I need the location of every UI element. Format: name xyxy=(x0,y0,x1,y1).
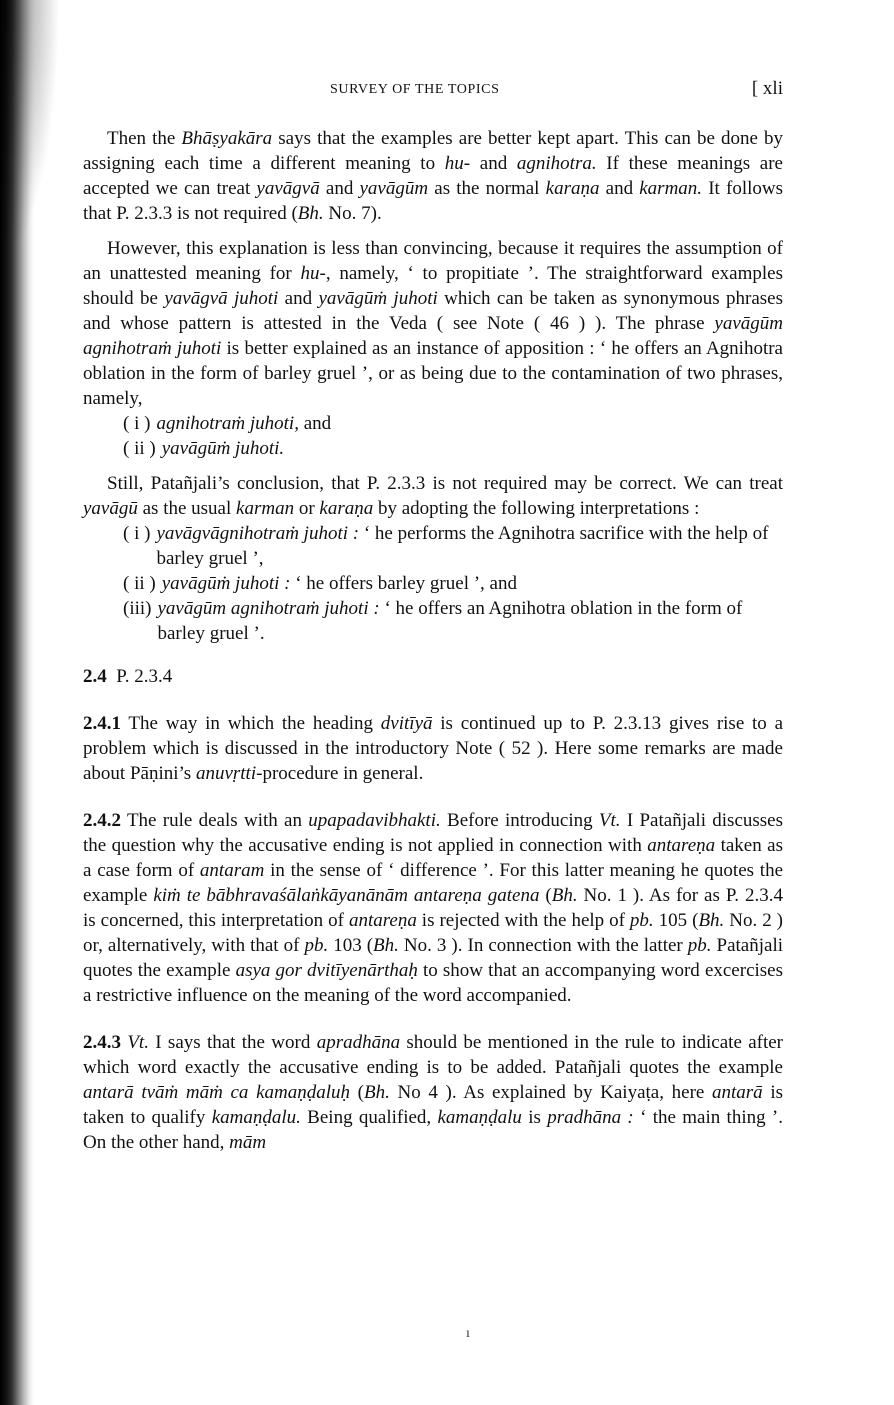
section-heading-2-4: 2.4 P. 2.3.4 xyxy=(83,666,173,687)
paragraph-2-4-3: 2.4.3 Vt. I says that the word apradhāna should be mentioned in the rule to indicate after which word exactly the accusative ending is to be added. Patañjali quotes the example antarā tvāṁ māṁ ca kamaṇḍaluḥ (Bh. No 4 ). As explained by Kaiyaṭa, here antarā is taken to qualify kamaṇḍalu. Being qualified, kamaṇḍalu is pradhāna : ‘ the main thing ’. On the other hand, mām xyxy=(83,1032,784,1153)
running-header xyxy=(83,76,783,104)
paragraph-2-4-1: 2.4.1 The way in which the heading dvitīyā is continued up to P. 2.3.13 gives rise to a problem which is discussed in the introductory Note ( 52 ). Here some remarks are made about Pāṇini’s anuvṛtti-procedure in general. xyxy=(83,713,784,784)
footer-mark: ı xyxy=(466,1326,470,1341)
list-phrases xyxy=(83,411,783,461)
page-number: [ xli xyxy=(751,78,783,99)
section-number: 2.4.3 xyxy=(83,1032,121,1053)
paragraph-bhasyakara: Then the Bhāṣyakāra says that the examples are better kept apart. This can be done by assigning each time a different meaning to hu- and agnihotra. If these meanings are accepted we can treat yavāgvā and yavāgūm as the normal karaṇa and karman. It follows that P. 2.3.3 is not required (Bh. No. 7). xyxy=(83,128,784,224)
list-item: ( i ) agnihotraṁ juhoti, and xyxy=(123,413,332,434)
paragraph-2-4-2: 2.4.2 The rule deals with an upapadavibhakti. Before introducing Vt. I Patañjali discusses the question why the accusative ending is not applied in connection with antareṇa taken as a case form of antaram in the sense of ‘ difference ’. For this latter meaning he quotes the example kiṁ te bābhravaśālaṅkāyanānām antareṇa gatena (Bh. No. 1 ). As for as P. 2.3.4 is concerned, this interpretation of antareṇa is rejected with the help of pb. 105 (Bh. No. 2 ) or, alternatively, with that of pb. 103 (Bh. No. 3 ). In connection with the latter pb. Patañjali quotes the example asya gor dvitīyenārthaḥ to show that an accompanying word excercises a restrictive influence on the meaning of the word accompanied. xyxy=(83,810,784,1006)
page-body xyxy=(83,76,783,1155)
running-title: SURVEY OF THE TOPICS xyxy=(330,82,500,97)
section-number: 2.4.1 xyxy=(83,713,121,734)
paragraph-still: Still, Patañjali’s conclusion, that P. 2.3.3 is not required may be correct. We can treat yavāgū as the usual karman or karaṇa by adopting the following interpretations : xyxy=(83,473,783,519)
paragraph-however: However, this explanation is less than convincing, because it requires the assumption of an unattested meaning for hu-, namely, ‘ to propitiate ’. The straightforward examples should be yavāgvā juhoti and yavāgūṁ juhoti which can be taken as synonymous phrases and whose pattern is attested in the Veda ( see Note ( 46 ) ). The phrase yavāgūm agnihotraṁ juhoti is better explained as an instance of apposition : ‘ he offers an Agnihotra oblation in the form of barley gruel ’, or as being due to the contamination of two phrases, namely, xyxy=(83,238,784,409)
list-item: ( i ) yavāgvāgnihotraṁ juhoti : ‘ he performs the Agnihotra sacrifice with the help of barley gruel ’, xyxy=(123,523,769,569)
list-item: ( ii ) yavāgūṁ juhoti : ‘ he offers barley gruel ’, and xyxy=(123,573,517,594)
list-item: (iii) yavāgūm agnihotraṁ juhoti : ‘ he offers an Agnihotra oblation in the form of barley gruel ’. xyxy=(123,598,743,644)
list-interpretations xyxy=(83,521,783,646)
list-item: ( ii ) yavāgūṁ juhoti. xyxy=(123,438,285,459)
section-number: 2.4.2 xyxy=(83,810,121,831)
book-binding-shadow xyxy=(0,0,34,1405)
